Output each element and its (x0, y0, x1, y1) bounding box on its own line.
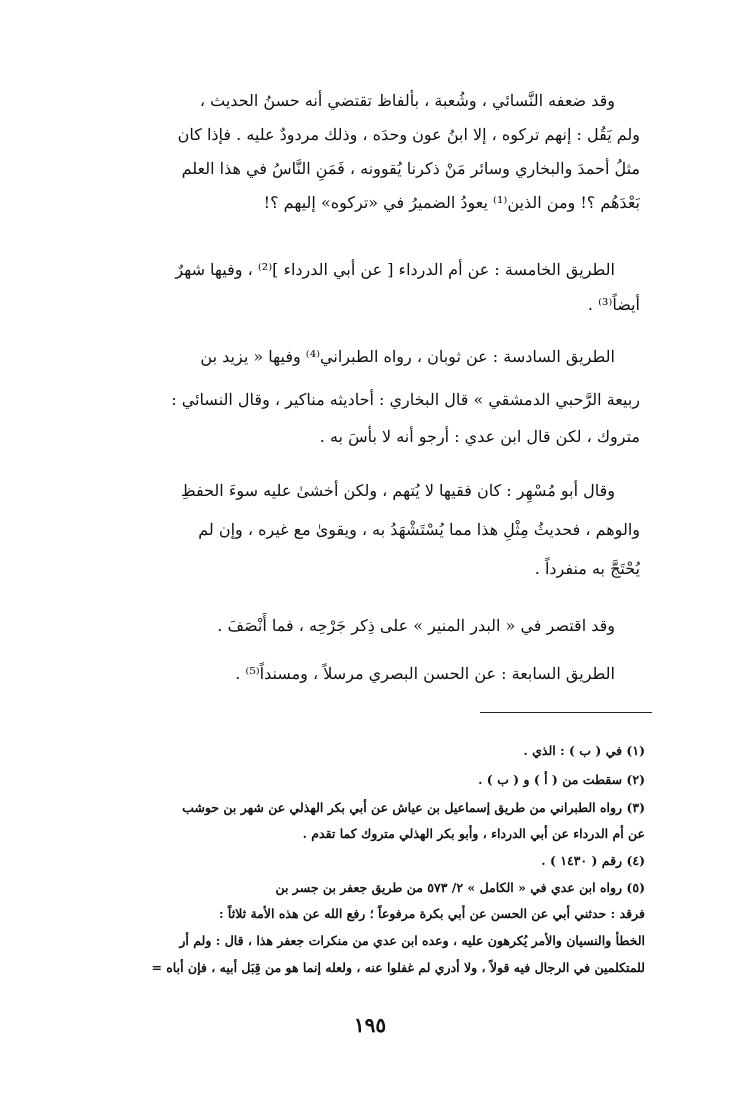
body-line: مثلُ أحمدَ والبخاري وسائر مَنْ ذكرنا يُقوونه ، فَمَنِ النَّاسُ في هذا العلم (181, 159, 640, 178)
footnote-line: عن أم الدرداء عن أبي الدرداء ، وأبو بكر الهذلي متروك كما تقدم . (302, 826, 645, 841)
footnote-line: فرقد : حدثني أبي عن الحسن عن أبي بكرة مرفوعاً ؛ رفع الله عن هذه الأمة ثلاثاً : (218, 906, 645, 921)
footnote-line: (١) في ( ب ) : الذي . (523, 743, 645, 758)
body-line: أيضاً⁽³⁾ . (587, 295, 640, 314)
body-line: الطريق السادسة : عن ثوبان ، رواه الطبراني⁽⁴⁾ وفيها « يزيد بن (200, 347, 615, 366)
body-line: ولم يَقُل : إنهم تركوه ، إلا ابنُ عون وحدَه ، وذلك مردودٌ عليه . فإذا كان (177, 125, 640, 144)
body-line: الطريق السابعة : عن الحسن البصري مرسلاً ، ومسنداً⁽⁵⁾ . (235, 664, 615, 683)
footnote-line: (٤) رقم ( ١٤٣٠ ) . (541, 853, 645, 868)
body-line: وقد ضعفه النَّسائي ، وشُعبة ، بألفاظ تقتضي أنه حسنُ الحديث ، (199, 91, 615, 110)
body-line: الطريق الخامسة : عن أم الدرداء [ عن أبي الدرداء ]⁽²⁾ ، وفيها شهرٌ (175, 260, 615, 279)
body-line: ربيعة الرَّحبي الدمشقي » قال البخاري : أحاديثه مناكير ، وقال النسائي : (171, 390, 640, 409)
footnote-line: للمتكلمين في الرجال فيه قولاً ، ولا أدري لم غفلوا عنه ، ولعله إنما هو من قِبَل أبيه ، فإن أباه = (151, 960, 645, 975)
footnote-line: (٣) رواه الطبراني من طريق إسماعيل بن عياش عن أبي بكر الهذلي عن شهر بن حوشب (182, 800, 645, 815)
body-line: وقد اقتصر في « البدر المنير » على ذِكر جَرْحِه ، فما أَنْصَفَ . (217, 616, 615, 635)
footnote-separator (480, 712, 652, 713)
footnote-line: (٥) رواه ابن عدي في « الكامل » ٢/ ٥٧٣ من طريق جعفر بن جسر بن (275, 880, 645, 895)
footnote-line: (٢) سقطت من ( أ ) و ( ب ) . (478, 772, 645, 787)
body-line: متروك ، لكن قال ابن عدي : أرجو أنه لا بأْسَ به . (319, 427, 640, 446)
body-line: وقال أبو مُسْهِر : كان فقيها لا يُتهم ، ولكن أخشىٰ عليه سوءَ الحفظِ (180, 481, 615, 500)
page-number: ١٩٥ (353, 1013, 387, 1037)
footnote-line: الخطأ والنسيان والأمر يُكرهون عليه ، وعده ابن عدي من منكرات جعفر هذا ، قال : ولم أر (179, 933, 645, 948)
body-line: يُحْتَجَّ به منفرداً . (534, 559, 640, 578)
body-line: والوهم ، فحديثُ مِثْلِ هذا مما يُسْتَشْهَدُ به ، ويقوىٰ مع غيره ، وإن لم (198, 520, 640, 539)
body-line: بَعْدَهُم ؟! ومن الذين⁽¹⁾ يعودُ الضميرُ في «تركوه» إليهم ؟! (263, 193, 640, 212)
